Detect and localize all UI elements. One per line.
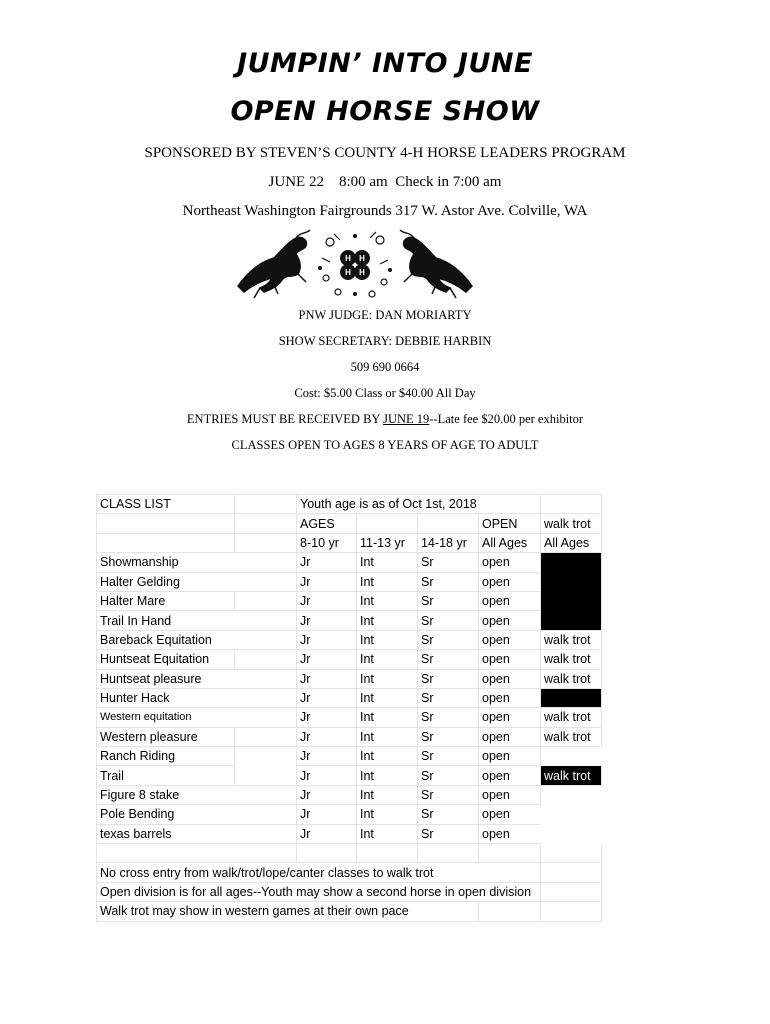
class-name: Bareback Equitation [97, 630, 297, 649]
class-int: Int [357, 572, 418, 591]
class-int: Int [357, 727, 418, 746]
judge-line: PNW JUDGE: DAN MORIARTY [298, 308, 472, 322]
class-int: Int [357, 708, 418, 727]
empty-cell [541, 495, 602, 514]
class-open: open [479, 824, 541, 843]
empty-cell [297, 844, 357, 863]
empty-cell [235, 591, 297, 610]
class-sr: Sr [418, 805, 479, 824]
class-open: open [479, 611, 541, 630]
class-jr: Jr [297, 650, 357, 669]
class-open: open [479, 785, 541, 804]
class-name: texas barrels [97, 824, 297, 843]
rearing-horse-icon-left [238, 230, 310, 298]
table-spacer-row [97, 844, 602, 863]
svg-text:H: H [359, 268, 365, 277]
class-sr: Sr [418, 708, 479, 727]
empty-cell [97, 514, 235, 533]
empty-cell [357, 844, 418, 863]
empty-cell [235, 747, 297, 786]
class-walk-trot: walk trot [541, 708, 602, 727]
cost-line: Cost: $5.00 Class or $40.00 All Day [294, 386, 476, 400]
svg-text:H: H [359, 254, 365, 263]
class-name: Trail In Hand [97, 611, 297, 630]
class-open: open [479, 650, 541, 669]
class-int: Int [357, 805, 418, 824]
class-open: open [479, 688, 541, 707]
age-open: All Ages [479, 533, 541, 552]
class-jr: Jr [297, 553, 357, 572]
class-int: Int [357, 553, 418, 572]
date-time-line: JUNE 22 8:00 am Check in 7:00 am [268, 174, 502, 190]
title-line-1: JUMPIN’ INTO JUNE [237, 48, 533, 79]
empty-cell [235, 533, 297, 552]
table-row [97, 688, 602, 707]
empty-cell [541, 747, 602, 766]
class-open: open [479, 727, 541, 746]
class-sr: Sr [418, 747, 479, 766]
empty-cell [479, 902, 541, 921]
class-sr: Sr [418, 688, 479, 707]
location-line: Northeast Washington Fairgrounds 317 W. Astor Ave. Colville, WA [182, 203, 588, 219]
class-jr: Jr [297, 747, 357, 766]
secretary-line: SHOW SECRETARY: DEBBIE HARBIN [278, 334, 492, 348]
4h-clover-icon [318, 232, 392, 297]
empty-cell [479, 844, 541, 863]
class-sr: Sr [418, 611, 479, 630]
class-walk-trot: walk trot [541, 669, 602, 688]
entries-line [0, 412, 770, 427]
class-open: open [479, 766, 541, 785]
class-name: Halter Gelding [97, 572, 297, 591]
note-text: Open division is for all ages--Youth may show a second horse in open division [97, 882, 541, 901]
class-int: Int [357, 688, 418, 707]
class-name: Western equitation [97, 708, 297, 727]
class-jr: Jr [297, 805, 357, 824]
class-sr: Sr [418, 727, 479, 746]
entries-suffix: --Late fee $20.00 per exhibitor [429, 412, 584, 426]
class-sr: Sr [418, 766, 479, 785]
class-name: Hunter Hack [97, 688, 297, 707]
title-line-2: OPEN HORSE SHOW [230, 96, 540, 127]
class-name: Huntseat pleasure [97, 669, 297, 688]
table-row [97, 591, 602, 610]
class-list-table [96, 494, 602, 922]
class-open: open [479, 747, 541, 766]
empty-cell [235, 514, 297, 533]
table-row [97, 650, 602, 669]
class-walk-trot: walk trot [541, 727, 602, 746]
class-int: Int [357, 824, 418, 843]
svg-text:H: H [345, 254, 351, 263]
class-int: Int [357, 785, 418, 804]
class-sr: Sr [418, 553, 479, 572]
class-jr: Jr [297, 688, 357, 707]
empty-cell [235, 650, 297, 669]
age-jr: 8-10 yr [297, 533, 357, 552]
table-header-row [97, 514, 602, 533]
note-row [97, 882, 602, 901]
ages-line: CLASSES OPEN TO AGES 8 YEARS OF AGE TO ADULT [231, 438, 539, 452]
empty-cell [357, 514, 418, 533]
table-row [97, 708, 602, 727]
class-name: Ranch Riding [97, 747, 235, 766]
class-name: Huntseat Equitation [97, 650, 235, 669]
class-int: Int [357, 611, 418, 630]
walk-trot-blocked [541, 553, 602, 631]
entries-date: JUNE 19 [383, 412, 430, 426]
table-row [97, 669, 602, 688]
class-jr: Jr [297, 572, 357, 591]
class-sr: Sr [418, 669, 479, 688]
empty-cell [541, 902, 602, 921]
class-open: open [479, 630, 541, 649]
empty-cell [541, 882, 602, 901]
age-sr: 14-18 yr [418, 533, 479, 552]
class-sr: Sr [418, 650, 479, 669]
class-open: open [479, 708, 541, 727]
empty-cell [97, 533, 235, 552]
table-row [97, 766, 602, 785]
table-row [97, 630, 602, 649]
class-int: Int [357, 650, 418, 669]
empty-cell [541, 844, 602, 863]
class-sr: Sr [418, 591, 479, 610]
table-row [97, 747, 602, 766]
class-int: Int [357, 747, 418, 766]
table-header-row [97, 495, 602, 514]
empty-cell [235, 727, 297, 746]
empty-cell [418, 514, 479, 533]
class-list-label: CLASS LIST [97, 495, 235, 514]
class-name: Showmanship [97, 553, 297, 572]
class-name: Western pleasure [97, 727, 235, 746]
class-jr: Jr [297, 611, 357, 630]
empty-cell [235, 495, 297, 514]
class-int: Int [357, 630, 418, 649]
class-open: open [479, 591, 541, 610]
class-open: open [479, 572, 541, 591]
table-row [97, 572, 602, 591]
class-name: Pole Bending [97, 805, 297, 824]
class-jr: Jr [297, 824, 357, 843]
phone-line: 509 690 0664 [350, 360, 420, 374]
class-walk-trot: walk trot [541, 766, 602, 785]
sponsor-line: SPONSORED BY STEVEN’S COUNTY 4-H HORSE LEADERS PROGRAM [144, 145, 626, 161]
empty-cell [418, 844, 479, 863]
class-jr: Jr [297, 669, 357, 688]
note-text: Walk trot may show in western games at their own pace [97, 902, 479, 921]
class-jr: Jr [297, 766, 357, 785]
class-name: Trail [97, 766, 235, 785]
empty-cell [541, 785, 602, 843]
class-sr: Sr [418, 630, 479, 649]
table-header-row [97, 533, 602, 552]
rearing-horse-icon-right [400, 230, 472, 298]
table-row [97, 824, 602, 843]
walk-trot-blocked [541, 688, 602, 707]
note-row [97, 902, 602, 921]
class-int: Int [357, 766, 418, 785]
class-walk-trot: walk trot [541, 650, 602, 669]
table-row [97, 611, 602, 630]
note-row [97, 863, 602, 882]
svg-text:H: H [345, 268, 351, 277]
class-open: open [479, 669, 541, 688]
table-row [97, 553, 602, 572]
header-graphics [230, 228, 480, 300]
walk-trot-label: walk trot [541, 514, 602, 533]
class-sr: Sr [418, 572, 479, 591]
empty-cell [97, 844, 297, 863]
class-jr: Jr [297, 591, 357, 610]
class-sr: Sr [418, 824, 479, 843]
class-int: Int [357, 591, 418, 610]
class-sr: Sr [418, 785, 479, 804]
class-walk-trot: walk trot [541, 630, 602, 649]
class-name: Figure 8 stake [97, 785, 297, 804]
note-text: No cross entry from walk/trot/lope/canter classes to walk trot [97, 863, 541, 882]
class-open: open [479, 553, 541, 572]
class-open: open [479, 805, 541, 824]
open-label: OPEN [479, 514, 541, 533]
class-int: Int [357, 669, 418, 688]
table-row [97, 785, 602, 804]
table-row [97, 727, 602, 746]
class-jr: Jr [297, 630, 357, 649]
youth-age-note: Youth age is as of Oct 1st, 2018 [297, 495, 541, 514]
class-jr: Jr [297, 727, 357, 746]
class-name: Halter Mare [97, 591, 235, 610]
ages-label: AGES [297, 514, 357, 533]
age-walk-trot: All Ages [541, 533, 602, 552]
table-row [97, 805, 602, 824]
empty-cell [541, 863, 602, 882]
class-jr: Jr [297, 708, 357, 727]
entries-prefix: ENTRIES MUST BE RECEIVED BY [186, 412, 384, 426]
class-jr: Jr [297, 785, 357, 804]
age-int: 11-13 yr [357, 533, 418, 552]
